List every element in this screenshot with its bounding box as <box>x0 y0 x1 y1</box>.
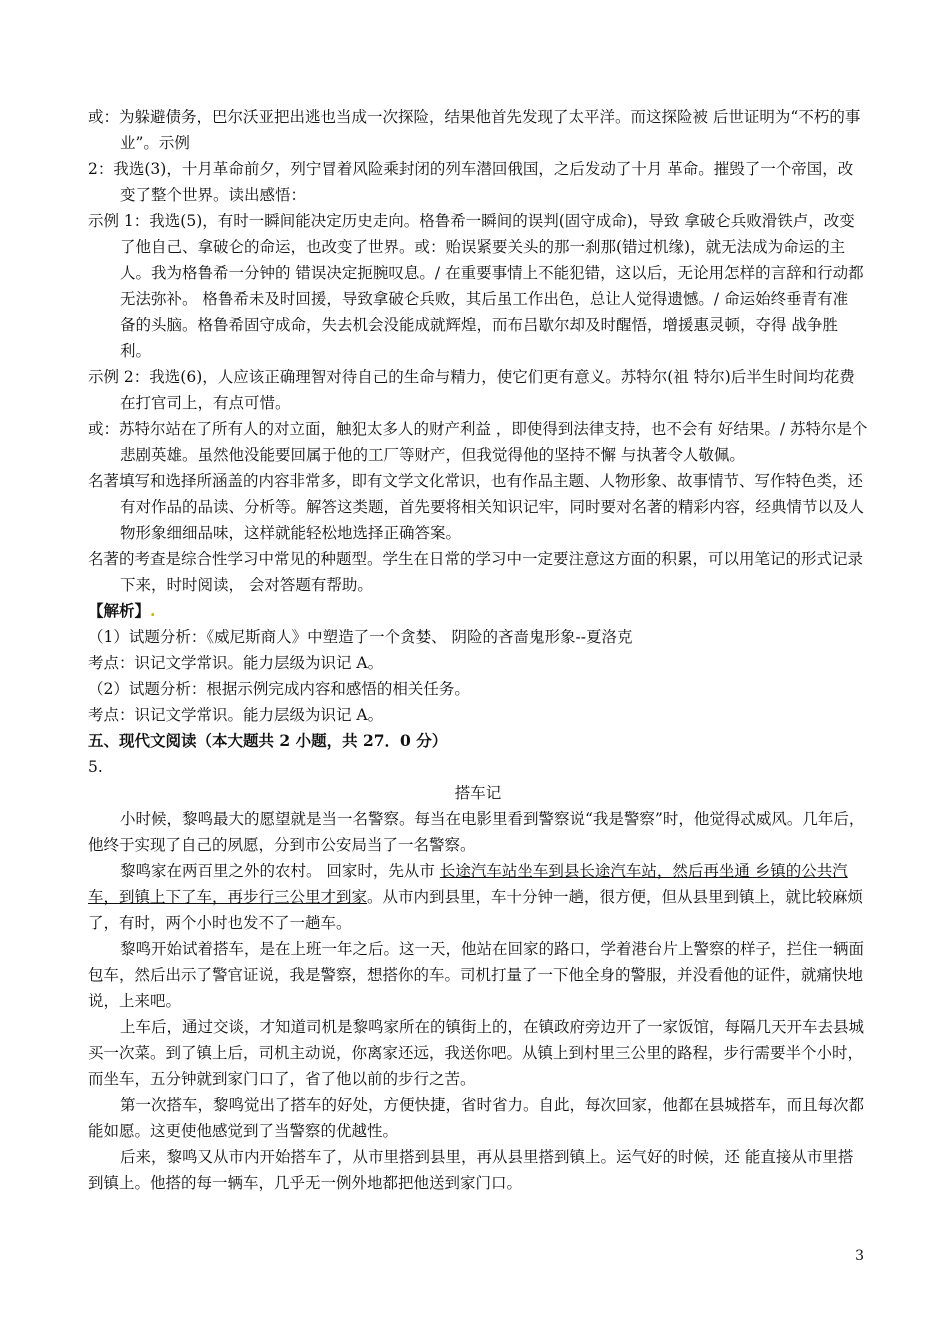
analysis-item-3: （2）试题分析：根据示例完成内容和感悟的相关任务。 <box>88 680 470 698</box>
answer-paragraph-5: 或：苏特尔站在了所有人的对立面，触犯太多人的财产利益 ，即使得到法律支持，也不会有 好结果。/ 苏特尔是个悲剧英雄。虽然他没能要回属于他的工厂等财产，但我觉得他的坚持不懈 与执著令人敬佩。 <box>88 420 868 464</box>
story-paragraph-2-end: 。从市内到县里，车十分钟一趟，很方便，但从县里到镇上，就比较麻烦了，有时，两个小时也发不了一趟车。 <box>88 888 864 932</box>
analysis-item-1: （1）试题分析：《威尼斯商人》中塑造了一个贪婪、 阴险的吝啬鬼形象--夏洛克 <box>88 628 633 646</box>
analysis-label: 【解析】 <box>88 601 151 620</box>
answer-paragraph-1: 或：为躲避债务，巴尔沃亚把出逃也当成一次探险，结果他首先发现了太平洋。而这探险被 后世证明为“不朽的事业”。示例 <box>88 108 861 152</box>
section-heading: 五、现代文阅读（本大题共 2 小题，共 27．0 分） <box>88 731 448 750</box>
story-paragraph-2 <box>88 858 868 936</box>
story-paragraph-6: 后来，黎鸣又从市内开始搭车了，从市里搭到县里，再从县里搭到镇上。运气好的时候，还 能直接从市里搭到镇上。他搭的每一辆车，几乎无一例外地都把他送到家门口。 <box>88 1148 854 1192</box>
story-paragraph-5: 第一次搭车，黎鸣觉出了搭车的好处，方便快捷，省时省力。自此，每次回家，他都在县城搭车，而且每次都能如愿。这更使他感觉到了当警察的优越性。 <box>88 1096 865 1140</box>
answer-paragraph-6: 名著填写和选择所涵盖的内容非常多，即有文学文化常识，也有作品主题、人物形象、故事情节、写作特色类，还有对作品的品读、分析等。解答这类题，首先要将相关知识记牢，同时要对名著的精彩内容，经典情节以及人物形象细细品味，这样就能轻松地选择正确答案。 <box>88 472 865 542</box>
answer-example-1: 示例 1：我选(5)，有时一瞬间能决定历史走向。格鲁希一瞬间的误判(固守成命)，导致 拿破仑兵败滑铁卢，改变了他自己、拿破仑的命运，也改变了世界。或：贻误紧要关头的那一刹那(错过机缘)，就无法成为命运的主人。我为格鲁希一分钟的 错误决定扼腕叹息。/ 在重要事情上不能犯错，这以后，无论用怎样的言辞和行动都无法弥补。 格鲁希未及时回援，导致拿破仑兵败，其后虽工作出色，总让人觉得遗憾。/ 命运始终垂青有准 备的头脑。格鲁希固守成命，失去机会没能成就辉煌，而布吕歇尔却及时醒悟，增援惠灵顿，夺得 战争胜利。 <box>88 212 864 360</box>
story-title: 搭车记 <box>454 784 502 802</box>
page-number: 3 <box>855 1248 864 1264</box>
story-paragraph-3: 黎鸣开始试着搭车，是在上班一年之后。这一天，他站在回家的路口，学着港台片上警察的样子，拦住一辆面包车，然后出示了警官证说，我是警察，想搭你的车。司机打量了一下他全身的警服，并没看他的证件，就痛快地说，上来吧。 <box>88 940 865 1010</box>
answer-paragraph-7: 名著的考查是综合性学习中常见的种题型。学生在日常的学习中一定要注意这方面的积累，可以用笔记的形式记录下来，时时阅读， 会对答题有帮助。 <box>88 550 864 594</box>
story-underlined-text: 长途汽车站坐车到县长途汽车站，然后再坐通 乡镇的公共汽车，到镇上下了车，再步行三公里才到家 <box>88 862 848 906</box>
analysis-item-2: 考点：识记文学常识。能力层级为识记 A。 <box>88 654 384 672</box>
answer-example-2: 示例 2：我选(6)，人应该正确理智对待自己的生命与精力，使它们更有意义。苏特尔(祖 特尔)后半生时间均花费在打官司上，有点可惜。 <box>88 368 855 412</box>
analysis-dot: . <box>150 601 156 620</box>
story-paragraph-4: 上车后，通过交谈，才知道司机是黎鸣家所在的镇街上的，在镇政府旁边开了一家饭馆，每隔几天开车去县城买一次菜。到了镇上后，司机主动说，你离家还远，我送你吧。从镇上到村里三公里的路程，步行需要半个小时，而坐车，五分钟就到家门口了，省了他以前的步行之苦。 <box>88 1018 865 1088</box>
question-number: 5. <box>88 758 103 776</box>
analysis-item-4: 考点：识记文学常识。能力层级为识记 A。 <box>88 706 384 724</box>
story-paragraph-2-start: 黎鸣家在两百里之外的农村。 回家时，先从市 <box>120 862 440 880</box>
answer-paragraph-2: 2：我选(3)，十月革命前夕，列宁冒着风险乘封闭的列车潜回俄国，之后发动了十月 革命。摧毁了一个帝国，改变了整个世界。读出感悟： <box>88 160 854 204</box>
document-body <box>88 104 868 1196</box>
story-paragraph-1: 小时候，黎鸣最大的愿望就是当一名警察。每当在电影里看到警察说“我是警察”时，他觉得忒威风。几年后，他终于实现了自己的夙愿，分到市公安局当了一名警察。 <box>88 810 865 854</box>
analysis-label-line <box>88 598 868 624</box>
